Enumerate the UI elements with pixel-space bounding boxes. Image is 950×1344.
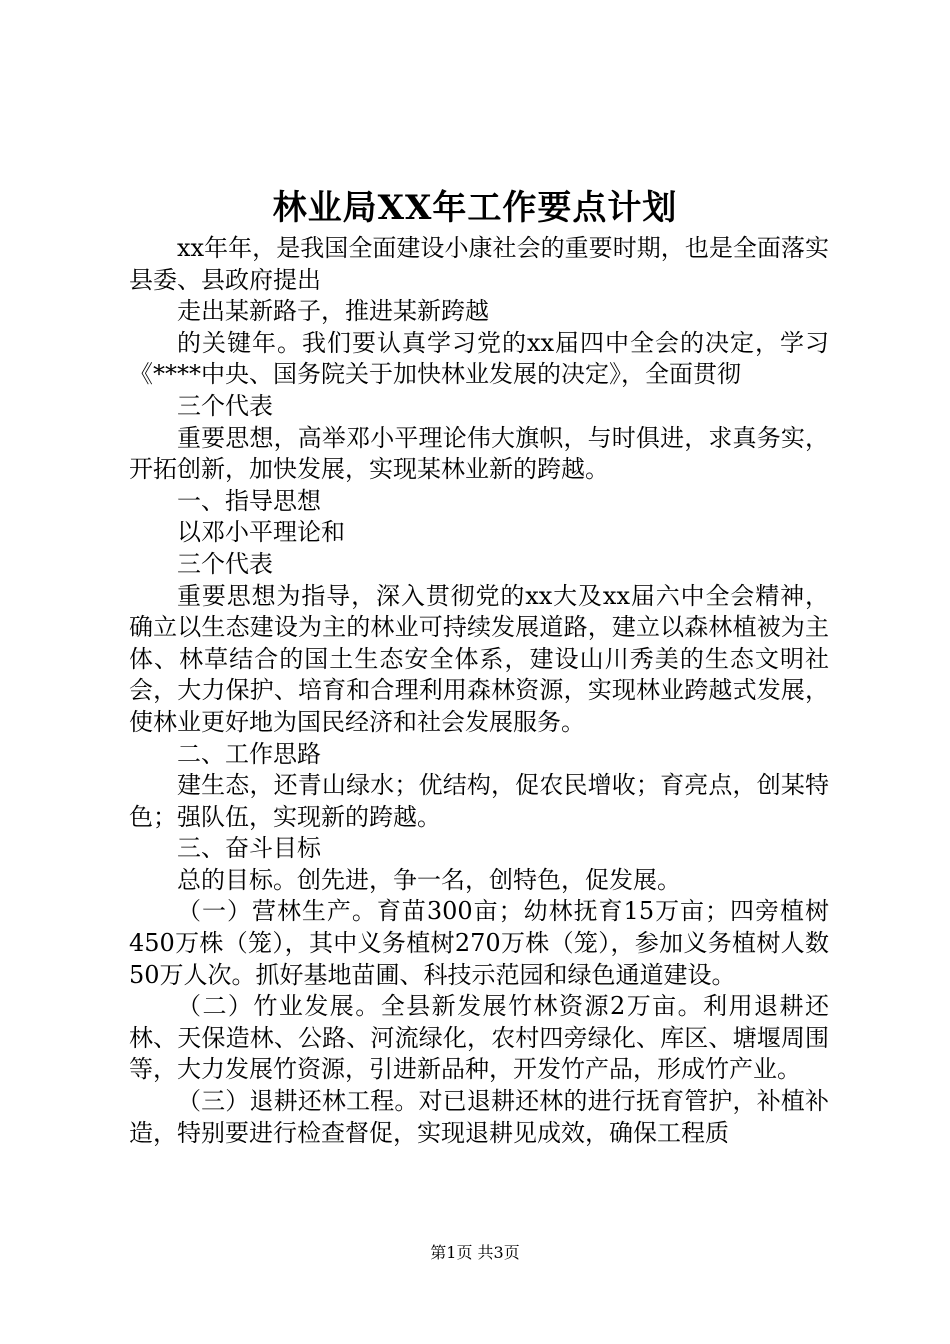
paragraph: 以邓小平理论和 (177, 518, 345, 547)
paragraph: （二）竹业发展。全县新发展竹林资源2万亩。利用退耕还林、天保造林、公路、河流绿化，农村四旁绿化、库区、塘堰周围等，大力发展竹资源，引进新品种，开发竹产品，形成竹产业。 (129, 992, 829, 1084)
paragraph: xx年年，是我国全面建设小康社会的重要时期，也是全面落实县委、县政府提出 (129, 234, 829, 294)
section-heading: 三、奋斗目标 (177, 834, 321, 863)
paragraph: 三个代表 (177, 391, 273, 420)
paragraph: （三）退耕还林工程。对已退耕还林的进行抚育管护，补植补造，特别要进行检查督促，实现退耕见成效，确保工程质 (129, 1087, 829, 1147)
paragraph: 重要思想为指导，深入贯彻党的xx大及xx届六中全会精神，确立以生态建设为主的林业可持续发展道路，建立以森林植被为主体、林草结合的国土生态安全体系，建设山川秀美的生态文明社会，大力保护、培育和合理利用森林资源，实现林业跨越式发展，使林业更好地为国民经济和社会发展服务。 (129, 581, 829, 736)
document-body (129, 233, 829, 1149)
page-number-footer: 第1页 共3页 (430, 1243, 520, 1262)
section-heading: 二、工作思路 (177, 739, 321, 768)
paragraph: 走出某新路子，推进某新跨越 (177, 297, 489, 326)
paragraph: 三个代表 (177, 549, 273, 578)
section-heading: 一、指导思想 (177, 486, 321, 515)
paragraph: 建生态，还青山绿水；优结构，促农民增收；育亮点，创某特色；强队伍，实现新的跨越。 (129, 771, 829, 831)
document-title: 林业局XX年工作要点计划 (272, 188, 678, 228)
paragraph: 总的目标。创先进，争一名，创特色，促发展。 (177, 865, 681, 894)
paragraph: 的关键年。我们要认真学习党的xx届四中全会的决定，学习《****中央、国务院关于加快林业发展的决定》，全面贯彻 (129, 328, 829, 389)
paragraph: 重要思想，高举邓小平理论伟大旗帜，与时俱进，求真务实，开拓创新，加快发展，实现某林业新的跨越。 (129, 423, 829, 484)
paragraph: （一）营林生产。育苗300亩；幼林抚育15万亩；四旁植树450万株（笼），其中义务植树270万株（笼），参加义务植树人数50万人次。抓好基地苗圃、科技示范园和绿色通道建设。 (129, 897, 829, 989)
